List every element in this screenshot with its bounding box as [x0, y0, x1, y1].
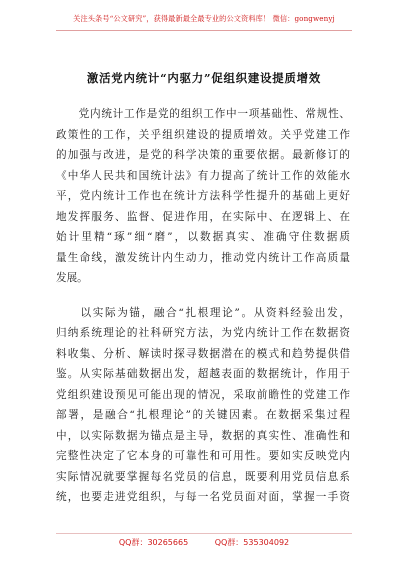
footer-contacts: [0, 537, 408, 548]
paragraph-line: 实际情况就要掌握每名党员的信息，既要利用党员信息系: [56, 470, 350, 483]
paragraph-line: 始计里精“琢”细“磨”，以数据真实、准确守住数据质: [56, 231, 350, 243]
document-body: [56, 104, 350, 508]
paragraph-line: 平，党内统计工作也在统计方法科学性提升的基础上更好: [56, 190, 350, 202]
paragraph-line: 归纳系统理论的社科研究方法，为党内统计工作在数据资: [56, 327, 350, 339]
paragraph-line: 鉴。从实际基础数据出发，超越表面的数据统计，作用于: [56, 368, 350, 380]
paragraph-line: 料收集、分析、解读时探寻数据潜在的模式和趋势提供借: [56, 347, 350, 360]
paragraph-line: 部署，是融合“扎根理论”的关键因素。在数据采集过程: [56, 409, 350, 421]
paragraph-line: 以实际为锚，融合“扎根理论”。从资料经验出发，: [56, 306, 350, 319]
paragraph-line: 地发挥服务、监督、促进作用，在实际中、在逻辑上、在: [56, 210, 350, 223]
paragraph-line: 量生命线，激发统计内生动力，推动党内统计工作高质量: [56, 251, 350, 264]
paragraph-line: 党组织建设预见可能出现的情况，采取前瞻性的党建工作: [56, 388, 350, 401]
paragraph-line: 统，也要走进党组织，与每一名党员面对面，掌握一手资: [56, 491, 350, 503]
paragraph-spacer: [56, 289, 350, 303]
header-divider: [56, 30, 352, 31]
paragraph-line: 政策性的工作，关乎组织建设的提质增效。关乎党建工作: [56, 128, 350, 141]
paragraph-line: 发展。: [56, 272, 88, 284]
footer-qq-group-2: QQ群：535304092: [214, 538, 290, 547]
header-banner: 关注头条号“公文研究”，获得最新最全最专业的公文资料库！ 微信：gongwenyj: [73, 14, 335, 23]
paragraph-line: 党内统计工作是党的组织工作中一项基础性、常规性、: [56, 108, 350, 120]
paragraph-2: [56, 303, 350, 508]
paragraph-line: 中，以实际数据为锚点是主导，数据的真实性、准确性和: [56, 429, 350, 442]
paragraph-1: [56, 104, 350, 289]
paragraph-line: 的加强与改进，是党的科学决策的重要依据。最新修订的: [56, 149, 350, 161]
paragraph-line: 完整性决定了它本身的可靠性和可用性。要如实反映党内: [56, 450, 350, 462]
footer-qq-group-1: QQ群：30265665: [118, 538, 189, 547]
document-title: 激活党内统计“内驱力”促组织建设提质增效: [86, 71, 322, 85]
footer-divider: [56, 533, 352, 534]
paragraph-line: 《中华人民共和国统计法》有力提高了统计工作的效能水: [56, 169, 350, 182]
